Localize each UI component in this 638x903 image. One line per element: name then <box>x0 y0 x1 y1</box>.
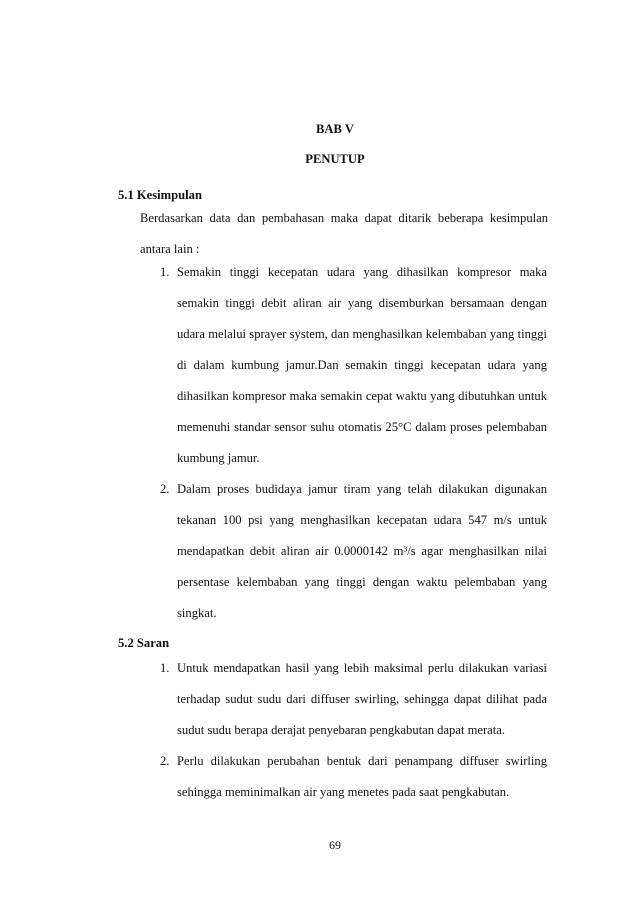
suggestion-item <box>0 653 638 746</box>
list-item-number: 2. <box>160 482 170 496</box>
list-item-text: Untuk mendapatkan hasil yang lebih maksimal perlu dilakukan variasi terhadap sudut sudu dari diffuser swirling, sehingga dapat dilihat pada sudut sudu berapa derajat penyebaran pengkabutan dapat merata. <box>177 661 547 737</box>
section-intro-paragraph: Berdasarkan data dan pembahasan maka dapat ditarik beberapa kesimpulan antara lain : <box>140 211 548 256</box>
conclusion-list <box>0 257 638 629</box>
chapter-number: BAB V <box>316 122 354 136</box>
list-item-number: 2. <box>160 754 170 768</box>
section-heading-saran: 5.2 Saran <box>118 636 170 650</box>
list-item-text: Perlu dilakukan perubahan bentuk dari penampang diffuser swirling sehingga meminimalkan air yang menetes pada saat pengkabutan. <box>177 754 547 799</box>
list-item-text: Semakin tinggi kecepatan udara yang dihasilkan kompresor maka semakin tinggi debit aliran air yang disemburkan bersamaan dengan udara melalui sprayer system, dan menghasilkan kelembaban yang tinggi di dalam kumbung jamur.Dan semakin tinggi kecepatan udara yang dihasilkan kompresor maka semakin cepat waktu yang dibutuhkan untuk memenuhi standar sensor suhu otomatis 25°C dalam proses pelembaban kumbung jamur. <box>177 265 547 465</box>
section-heading-kesimpulan: 5.1 Kesimpulan <box>118 188 202 202</box>
suggestion-item <box>0 746 638 808</box>
chapter-title: PENUTUP <box>305 152 365 166</box>
list-item-number: 1. <box>160 265 170 279</box>
page-number: 69 <box>329 838 341 852</box>
conclusion-item <box>0 257 638 474</box>
conclusion-item <box>0 474 638 629</box>
list-item-number: 1. <box>160 661 170 675</box>
list-item-text: Dalam proses budidaya jamur tiram yang telah dilakukan digunakan tekanan 100 psi yang menghasilkan kecepatan udara 547 m/s untuk mendapatkan debit aliran air 0.0000142 m³/s agar menghasilkan nilai persentase kelembaban yang tinggi dengan waktu pelembaban yang singkat. <box>177 482 547 620</box>
suggestion-list <box>0 653 638 808</box>
